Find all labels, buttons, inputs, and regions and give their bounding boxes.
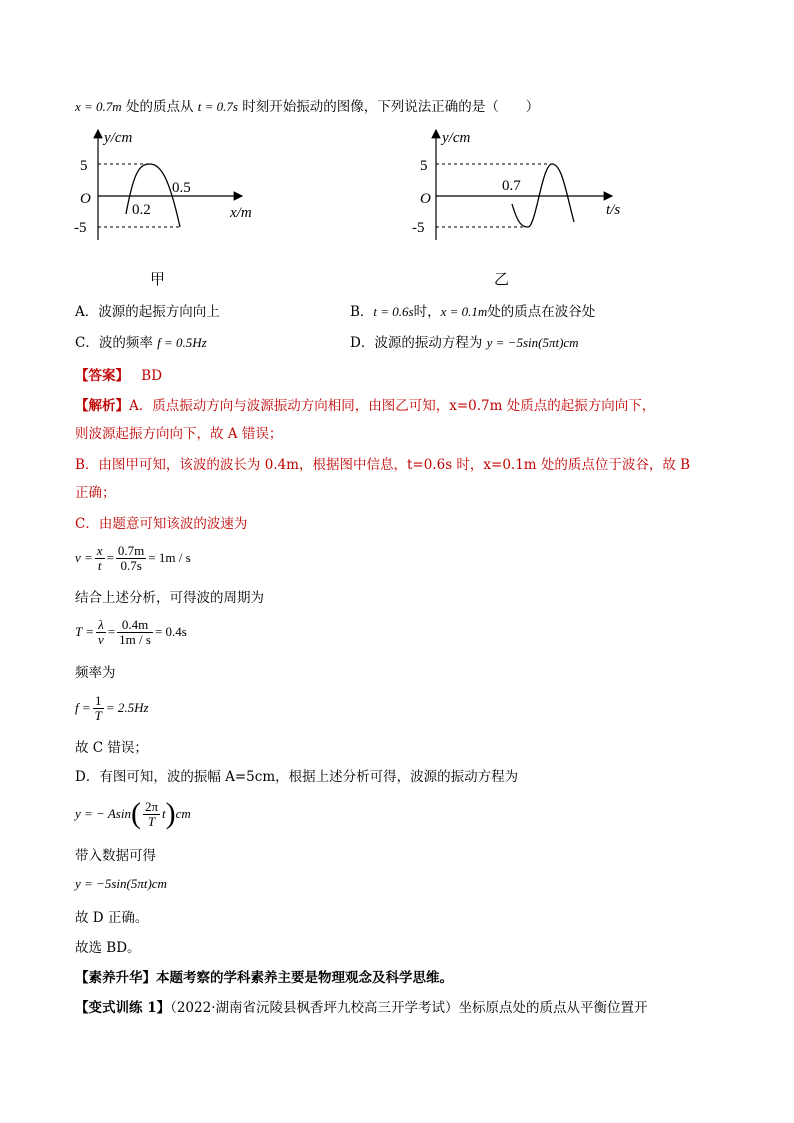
formula-vibration-specific: y = −5sin(5πt)cm [75,876,167,891]
option-c-prefix: C．波的频率 [75,335,153,351]
option-d [350,331,579,351]
T-frac-den2: 1m / s [119,631,151,647]
f-frac-num: 1 [93,694,104,709]
option-d-prefix: D．波源的振动方程为 [350,335,483,351]
yi-xlabel: t/s [606,202,621,218]
v-frac-num2: 0.7m [117,542,145,558]
yi-ylabel: y/cm [442,130,471,146]
stem-text-a: 处的质点从 [125,99,194,115]
figure-yi-vibration-graph [410,122,635,282]
jia-origin: O [80,191,91,207]
variant-text: （2022·湖南省沅陵县枫香坪九校高三开学考试）坐标原点处的质点从平衡位置开 [170,1000,648,1016]
option-b-position: x = 0.1m [440,304,488,319]
T-frac-den: v [98,631,104,647]
yi-y-bottom: -5 [412,220,425,236]
analysis-d-line3: 故 D 正确。 [75,910,149,926]
T-result: = 0.4s [154,624,187,639]
v-frac-num: x [96,542,103,558]
v-frac-den: t [97,557,102,573]
option-c [75,331,207,351]
analysis-b-line2: 正确； [75,485,116,501]
analysis-c-line2: 结合上述分析，可得波的周期为 [75,590,264,606]
yi-origin: O [420,191,431,207]
v-lhs: v = [75,550,93,565]
analysis-a-line1 [75,394,655,414]
option-b-suffix: 处的质点在波谷处 [487,304,596,320]
jia-y-bottom: -5 [74,220,87,236]
y-tail: t [162,806,166,821]
option-b-prefix: B． [350,304,374,320]
formula-period: T = $\frac{\lambda}{v}$ = $\frac{0.4m}{1m / s}$ = 0.4s [75,616,187,647]
yi-y-top: 5 [420,158,428,174]
analysis-label: 【解析】 [75,398,129,414]
literacy-label: 【素养升华】 [75,970,156,986]
analysis-d-line1: D．有图可知，波的振幅 A=5cm，根据上述分析可得，波源的振动方程为 [75,769,519,785]
option-a: A．波源的起振方向向上 [75,304,220,320]
analysis-c-line3: 频率为 [75,665,116,681]
y-frac-den: T [147,813,156,829]
literacy-text: 本题考察的学科素养主要是物理观念及科学思维。 [156,970,453,986]
v-result: = 1m / s [148,550,191,565]
answer-line [75,364,162,384]
y-lhs: y = − Asin [75,806,131,821]
variant-line [75,996,648,1016]
answer-label: 【答案】 [75,368,129,384]
formula-vibration-general: y = − Asin ( $\frac{2\pi}{T}$ t ) cm [75,797,191,830]
option-b-mid: 时， [413,304,441,320]
v-frac-den2: 0.7s [120,557,142,573]
stem-time: t = 0.7s [197,99,238,114]
formula-frequency [75,690,149,726]
analysis-c-line4: 故 C 错误； [75,740,148,756]
variant-label: 【变式训练 1】 [75,1000,171,1016]
y-unit: cm [175,806,191,821]
f-lhs: f = [75,700,91,715]
analysis-a-line2: 则波源起振方向向下，故 A 错误； [75,426,283,442]
analysis-d-line4: 故选 BD。 [75,940,141,956]
option-b [350,300,595,320]
T-frac-num2: 0.4m [117,618,153,633]
question-stem [75,95,539,115]
stem-position: x = 0.7m [75,99,122,114]
f-result: = 2.5Hz [105,700,149,715]
option-d-equation: y = −5sin(5πt)cm [486,335,579,350]
y-frac-num: 2π [144,798,159,814]
option-c-frequency: f = 0.5Hz [157,335,207,350]
figure-jia-wave-graph [70,122,270,282]
formula-velocity: v = $\frac{x}{t}$ = $\frac{0.7m}{0.7s}$ = 1m / s [75,542,191,573]
stem-text-b: 时刻开始振动的图像，下列说法正确的是（ ） [242,99,540,115]
analysis-a-text1: A．质点振动方向与波源振动方向相同，由图乙可知，x=0.7m 处质点的起振方向向下， [129,398,656,414]
answer-value: BD [141,368,163,384]
T-frac-num: λ [96,618,106,633]
analysis-d-line2: 带入数据可得 [75,848,156,864]
literacy-line [75,966,453,986]
f-frac-den: T [94,707,102,723]
jia-xlabel: x/m [230,205,252,221]
jia-ylabel: y/cm [104,130,133,146]
analysis-b-line1: B．由图甲可知，该波的波长为 0.4m，根据图中信息，t=0.6s 时，x=0.1m 处的质点位于波谷，故 B [75,457,691,473]
jia-mark-05: 0.5 [172,180,191,196]
jia-y-top: 5 [80,158,88,174]
caption-yi: 乙 [494,270,510,288]
T-lhs: T = [75,624,95,639]
option-b-time: t = 0.6s [373,304,414,319]
caption-jia: 甲 [150,270,166,288]
jia-mark-02: 0.2 [132,202,151,218]
analysis-c-line1: C．由题意可知该波的波速为 [75,516,248,532]
yi-mark-07: 0.7 [502,178,521,194]
